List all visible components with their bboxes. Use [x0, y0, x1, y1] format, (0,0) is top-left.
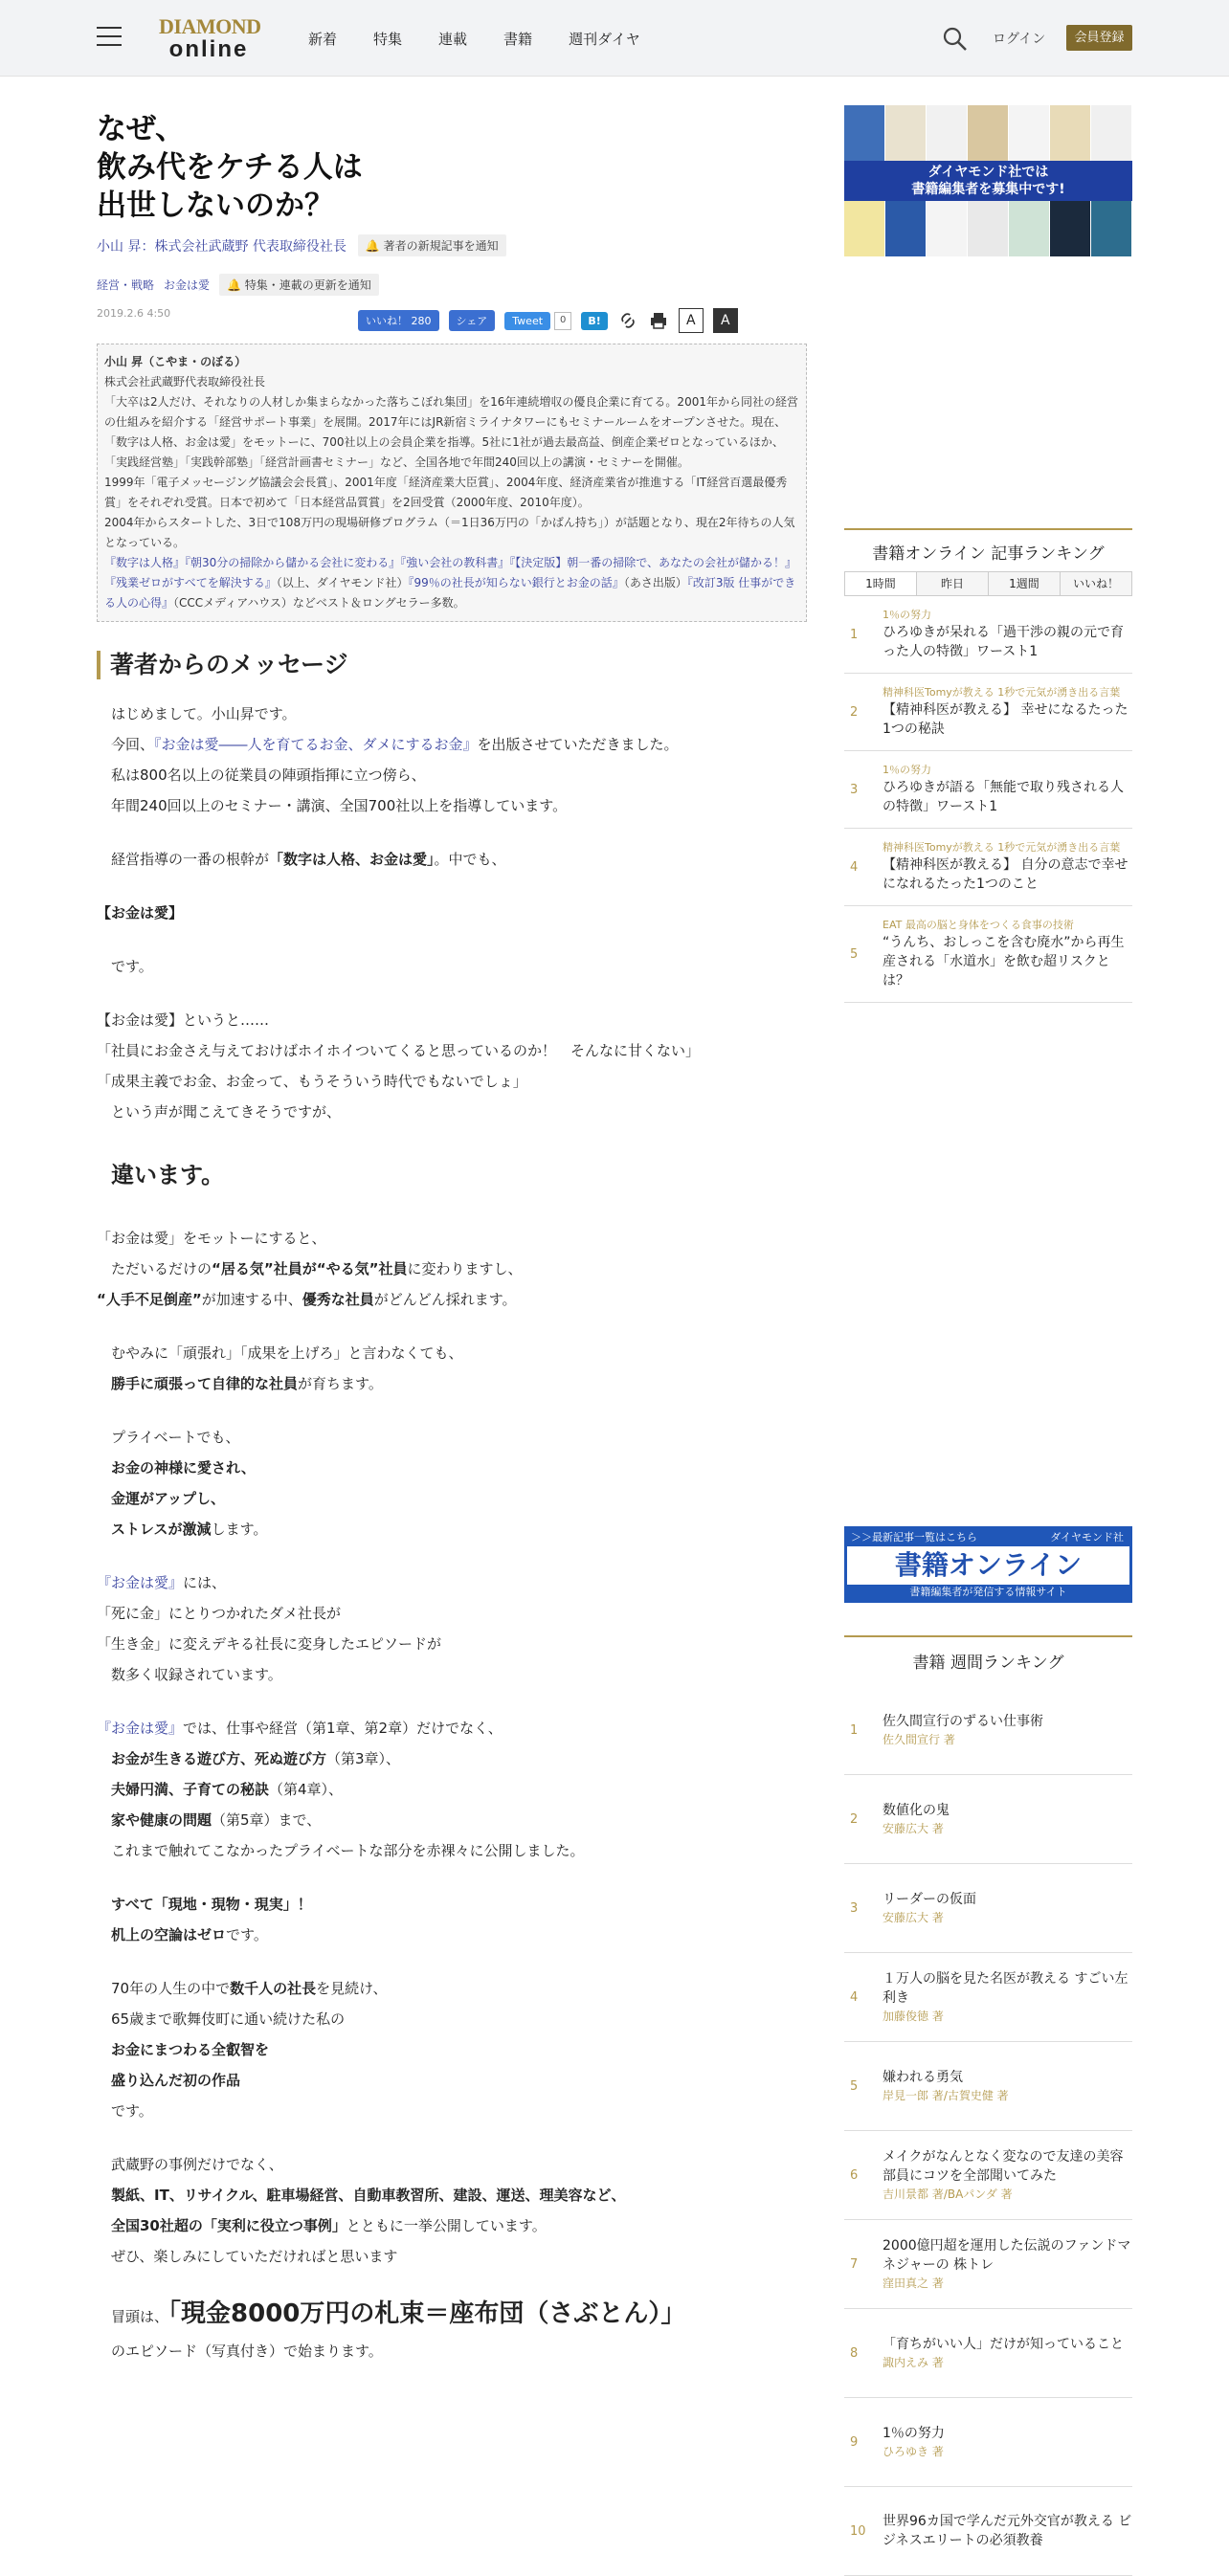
rank-number: 5 — [850, 2078, 859, 2094]
rank-category: EAT 最高の脳と身体をつくる食事の技術 — [883, 919, 1074, 931]
bold-text: 机上の空論はゼロ — [111, 1926, 227, 1943]
recruit-banner-text — [844, 161, 1132, 201]
body-paragraph: 「死に金」にとりつかれたダメ社長が — [97, 1605, 342, 1622]
body-paragraph — [97, 1483, 807, 1514]
tweet-count: 0 — [554, 312, 571, 330]
text: （第5章）まで、 — [212, 1811, 322, 1829]
rank-category: 1％の努力 — [883, 764, 931, 776]
site-header — [0, 0, 1229, 77]
rank-title[interactable]: ひろゆきが呆れる「過干渉の親の元で育った人の特徴」ワースト1 — [883, 625, 1124, 659]
ranking-item[interactable] — [844, 751, 1132, 829]
bold-text: ストレスが激減 — [111, 1521, 212, 1538]
text: します。 — [211, 1521, 268, 1538]
book-author: 窪田真之 著 — [883, 2276, 944, 2290]
book-rank-item[interactable] — [844, 1686, 1132, 1775]
menu-icon[interactable] — [97, 27, 122, 46]
body-paragraph — [97, 2065, 807, 2096]
article-title — [97, 110, 807, 225]
book-link[interactable]: 『お金は愛』 — [97, 1574, 184, 1591]
books-link[interactable]: 『改訂3版 仕事ができる人の心得』 — [104, 576, 796, 610]
book-rank-item[interactable] — [844, 2398, 1132, 2487]
body-paragraph: はじめまして。小山昇です。 — [111, 705, 297, 722]
author-line — [97, 234, 807, 256]
rank-number: 5 — [850, 946, 859, 962]
font-size-small-button[interactable]: A — [679, 308, 704, 333]
rank-category: 精神科医Tomyが教える 1秒で元気が湧き出る言葉 — [883, 686, 1121, 699]
tab-1week[interactable]: 1週間 — [989, 572, 1061, 595]
body-paragraph: ぜひ、楽しみにしていただければと思います — [111, 2248, 398, 2265]
ranking-item[interactable] — [844, 906, 1132, 1003]
sidebar — [844, 105, 1132, 2548]
body-paragraph — [97, 1514, 807, 1544]
global-nav — [308, 29, 677, 49]
bold-text: 数千人の社長 — [230, 1980, 317, 1997]
publisher: （以上、ダイヤモンド社） — [276, 576, 409, 589]
bold-text: 夫婦円満、子育ての秘訣 — [111, 1781, 270, 1798]
bold-text: 製紙、IT、リサイクル、駐車場経営、自動車教習所、建設、運送、理美容など、 — [111, 2187, 626, 2204]
hatena-button[interactable]: B! — [581, 312, 607, 330]
author-notify-button[interactable]: 🔔 著者の新規記事を通知 — [358, 234, 506, 256]
body-paragraph: 「お金は愛」をモットーにすると、 — [97, 1230, 326, 1247]
article-main — [97, 110, 807, 2366]
body-paragraph: 私は800名以上の従業員の陣頭指揮に立つ傍ら、 — [111, 766, 426, 784]
weekly-ranking-title: 書籍 週間ランキング — [912, 1654, 1064, 1673]
article-body — [97, 699, 807, 2366]
logo-text-top: DIAMOND — [159, 14, 261, 38]
body-paragraph — [97, 844, 807, 875]
publisher: （あさ出版） — [623, 576, 687, 589]
title-line: なぜ、 — [97, 112, 186, 146]
book-author: ひろゆき 著 — [883, 2445, 944, 2458]
bold-text: 「数字は人格、お金は愛」 — [269, 851, 435, 868]
body-paragraph — [97, 1284, 807, 1315]
body-paragraph — [97, 1713, 807, 1743]
bold-text: “居る気”社員が“やる気”社員 — [212, 1260, 408, 1277]
body-paragraph — [97, 2295, 807, 2336]
rank-number: 3 — [850, 1900, 859, 1916]
book-title[interactable]: 数値化の鬼 — [883, 1803, 950, 1818]
body-paragraph — [97, 1368, 807, 1399]
body-paragraph: 【お金は愛】というと…… — [97, 1011, 270, 1029]
publish-date: 2019.2.6 4:50 — [97, 307, 171, 320]
ranking-item[interactable] — [844, 674, 1132, 751]
text: 経営指導の一番の根幹が — [111, 851, 270, 868]
book-title[interactable]: 世界96カ国で学んだ元外交官が教える ビジネスエリートの必須教養 — [883, 2514, 1132, 2548]
body-paragraph — [97, 1973, 807, 2004]
rank-number: 6 — [850, 2167, 859, 2183]
author-profile — [97, 344, 807, 622]
text: （第4章）、 — [269, 1781, 344, 1798]
category-link[interactable]: お金は愛 — [164, 278, 211, 292]
book-title[interactable]: 「育ちがいい人」だけが知っていること — [883, 2337, 1124, 2352]
series-notify-label: 特集・連載の更新を通知 — [244, 278, 371, 292]
book-author: 佐久間宣行 著 — [883, 1733, 955, 1746]
emphasis-heading: 違います。 — [111, 1162, 225, 1188]
bold-text: 優秀な社員 — [302, 1291, 374, 1308]
profile-position: 株式会社武蔵野代表取締役社長 — [104, 375, 266, 389]
text: に変わりますし、 — [407, 1260, 523, 1277]
ranking-item[interactable] — [844, 829, 1132, 906]
bold-text: 【お金は愛】 — [97, 904, 184, 922]
text: （第3章）、 — [326, 1750, 401, 1767]
banner-title: 書籍オンライン — [894, 1549, 1083, 1581]
body-paragraph — [97, 1889, 807, 1920]
book-rank-item[interactable] — [844, 2042, 1132, 2131]
text: ただいるだけの — [111, 1260, 212, 1277]
nav-new[interactable]: 新着 — [308, 31, 338, 48]
body-paragraph — [97, 1453, 807, 1483]
book-rank-item[interactable] — [844, 1953, 1132, 2042]
profile-bio: 「大卒は2人だけ、それなりの人材しか集まらなかった落ちこぼれ集団」を16年連続増収の優良企業に育てる。2001年から同社の経営の仕組みを紹介する「経営サポート事業」を展開。2017年にはJR新宿ミライナタワーにもセミナールームをオープンさせた。現在、「数字は人格、お金は愛」をモットーに、700社以上の会員企業を指導。5社に1社が過去最高益、倒産企業ゼロとなっているほか、「実践経営塾」「実践幹部塾」「経営計画書セミナー」など、全国各地で年間240回以上の講演・セミナーを開催。 — [104, 395, 798, 469]
banner-subtitle: 書籍編集者が発信する情報サイト — [847, 1585, 1129, 1600]
banner-brand: ダイヤモンド社 — [1050, 1531, 1124, 1543]
rank-number: 3 — [850, 782, 859, 797]
body-paragraph — [97, 2210, 807, 2241]
print-icon[interactable] — [648, 310, 669, 331]
logo-text-bottom: online — [168, 36, 249, 62]
rank-number: 1 — [850, 1722, 859, 1738]
body-paragraph: という声が聞こえてきそうですが、 — [111, 1103, 342, 1121]
font-size-large-button[interactable]: A — [713, 308, 738, 333]
body-paragraph — [97, 1567, 807, 1598]
body-paragraph: 「社員にお金さえ与えておけばホイホイついてくると思っているのか！ そんなに甘くない」 — [97, 1042, 701, 1059]
text: では、仕事や経営（第1章、第2章）だけでなく、 — [183, 1720, 503, 1737]
tab-likes[interactable]: いいね！ — [1061, 572, 1131, 595]
book-author: 諏内えみ 著 — [883, 2356, 944, 2369]
category-row — [97, 274, 807, 296]
rank-number: 8 — [850, 2345, 859, 2361]
banner-link-text: ＞＞最新記事一覧はこちら — [851, 1531, 977, 1543]
body-paragraph: むやみに「頑張れ」「成果を上げろ」と言わなくても、 — [111, 1344, 463, 1362]
publisher: （CCCメディアハウス）などベスト＆ロングセラー多数。 — [173, 596, 465, 610]
book-title[interactable]: リーダーの仮面 — [883, 1892, 976, 1907]
body-paragraph — [97, 1805, 807, 1835]
ranking-item[interactable] — [844, 596, 1132, 674]
rank-number: 10 — [850, 2523, 866, 2539]
book-rank-item[interactable] — [844, 2487, 1132, 2576]
rank-number: 4 — [850, 1989, 859, 2005]
tab-yesterday[interactable]: 昨日 — [917, 572, 989, 595]
body-paragraph: 武蔵野の事例だけでなく、 — [111, 2156, 283, 2173]
rank-number: 7 — [850, 2256, 859, 2272]
rank-title[interactable]: “うんち、おしっこを含む廃水”から再生産される「水道水」を飲む超リスクとは？ — [883, 935, 1125, 988]
text: とともに一挙公開しています。 — [346, 2217, 547, 2234]
weekly-book-ranking — [844, 1635, 1132, 2576]
body-paragraph: 「生き金」に変えデキる社長に変身したエピソードが — [97, 1635, 442, 1653]
book-title[interactable]: 佐久間宣行のずるい仕事術 — [883, 1714, 1043, 1729]
book-link[interactable]: 『お金は愛――人を育てるお金、ダメにするお金』 — [154, 736, 478, 753]
rank-title[interactable]: ひろゆきが語る「無能で取り残される人の特徴」ワースト1 — [883, 780, 1124, 814]
book-rank-item[interactable] — [844, 2309, 1132, 2398]
tweet-button[interactable]: Tweet — [504, 312, 550, 330]
recruit-ad-banner[interactable] — [844, 105, 1132, 256]
body-paragraph — [97, 1254, 807, 1284]
text: 冒頭は、 — [111, 2308, 169, 2325]
ranking-tabs — [844, 571, 1132, 596]
share-buttons — [358, 308, 738, 333]
link-icon[interactable] — [617, 310, 638, 331]
banner-line: ダイヤモンド社では — [927, 165, 1049, 180]
bold-text: お金の神様に愛され、 — [111, 1459, 256, 1477]
body-paragraph: です。 — [111, 958, 153, 975]
book-rank-item[interactable] — [844, 2131, 1132, 2220]
body-paragraph — [97, 729, 807, 760]
author-link[interactable]: 小山 昇：株式会社武蔵野 代表取締役社長 — [97, 238, 346, 255]
rank-title[interactable]: 【精神科医が教える】 自分の意志で幸せになれるたった1つのこと — [883, 857, 1128, 892]
body-paragraph — [97, 898, 807, 928]
books-link[interactable]: 『数字は人格』『朝30分の掃除から儲かる会社に変わる』『強い会社の教科書』『【決定版】朝一番の掃除で、あなたの会社が儲かる！』『残業ゼロがすべてを解決する』 — [104, 556, 797, 589]
body-paragraph: 年間240回以上のセミナー・講演、全国700社以上を指導しています。 — [111, 797, 568, 814]
book-title[interactable]: １万人の脳を見た名医が教える すごい左利き — [883, 1971, 1128, 2006]
body-paragraph — [97, 1920, 807, 1950]
text: 今回、 — [111, 736, 155, 753]
text: です。 — [226, 1926, 268, 1943]
book-rank-item[interactable] — [844, 1775, 1132, 1864]
book-rank-item[interactable] — [844, 1864, 1132, 1953]
ranking-title: 書籍オンライン 記事ランキング — [872, 544, 1105, 564]
tweet-group — [504, 312, 571, 330]
book-link[interactable]: 『お金は愛』 — [97, 1720, 184, 1737]
text: 70年の人生の中で — [111, 1980, 231, 1997]
bold-text: お金にまつわる全叡智を — [111, 2041, 270, 2058]
body-paragraph: 65歳まで歌舞伎町に通い続けた私の — [111, 2010, 346, 2028]
text: を出版させていただきました。 — [477, 736, 679, 753]
books-online-banner[interactable] — [844, 1526, 1132, 1603]
login-link[interactable]: ログイン — [993, 32, 1046, 47]
body-paragraph: です。 — [111, 2102, 153, 2120]
body-paragraph: 「成果主義でお金、お金って、もうそういう時代でもないでしょ」 — [97, 1073, 527, 1090]
bold-text: 金運がアップし、 — [111, 1490, 225, 1507]
meta-row — [97, 305, 807, 330]
rank-category: 精神科医Tomyが教える 1秒で元気が湧き出る言葉 — [883, 841, 1121, 854]
book-title[interactable]: 2000億円超を運用した伝説のファンドマネジャーの 株トレ — [883, 2238, 1131, 2273]
bold-text: 全国30社超の「実利に役立つ事例」 — [111, 2217, 346, 2234]
tab-1hour[interactable]: 1時間 — [845, 572, 917, 595]
nav-books[interactable]: 書籍 — [503, 31, 533, 48]
rank-category: 1％の努力 — [883, 609, 931, 621]
text: を見続け、 — [316, 1980, 388, 1997]
emphasis-text: 「現金8000万円の札束＝座布団（さぶとん）」 — [168, 2299, 686, 2328]
body-paragraph: のエピソード（写真付き）で始まります。 — [111, 2343, 383, 2360]
text: がどんどん採れます。 — [373, 1291, 517, 1308]
book-title[interactable]: 1％の努力 — [883, 2426, 945, 2441]
rank-number: 2 — [850, 1811, 859, 1827]
book-author: 吉川景都 著/BAパンダ 著 — [883, 2187, 1013, 2201]
category-link[interactable]: 経営・戦略 — [97, 278, 155, 292]
author-notify-label: 著者の新規記事を通知 — [383, 239, 499, 253]
body-paragraph: 数多く収録されています。 — [111, 1666, 282, 1683]
body-paragraph: プライベートでも、 — [111, 1429, 240, 1446]
body-paragraph — [97, 1774, 807, 1805]
book-author: 安藤広大 著 — [883, 1911, 944, 1924]
text: が加速する中、 — [201, 1291, 302, 1308]
body-paragraph — [97, 2180, 807, 2210]
profile-bio: 1999年「電子メッセージング協議会会長賞」、2001年度「経済産業大臣賞」、2004年度、経済産業省が推進する「IT経営百選最優秀賞」をそれぞれ受賞。日本で初めて「日本経営品質賞」を2回受賞（2000年度、2010年度）。 — [104, 476, 788, 509]
site-logo[interactable] — [159, 14, 261, 62]
body-paragraph: これまで触れてこなかったプライベートな部分を赤裸々に公開しました。 — [111, 1842, 585, 1859]
book-author: 加藤俊徳 著 — [883, 2010, 944, 2023]
books-link[interactable]: 『99％の社長が知らない銀行とお金の話』 — [408, 576, 624, 589]
title-line: 出世しないのか？ — [97, 189, 334, 223]
search-icon[interactable] — [942, 26, 969, 53]
profile-name: 小山 昇（こやま・のぼる） — [104, 355, 247, 368]
title-line: 飲み代をケチる人は — [97, 150, 363, 185]
bold-text: 勝手に頑張って自律的な社員 — [111, 1375, 299, 1392]
book-title[interactable]: メイクがなんとなく変なので友達の美容部員にコツを全部聞いてみた — [883, 2149, 1124, 2184]
banner-top — [847, 1529, 1129, 1546]
nav-series[interactable]: 連載 — [438, 31, 468, 48]
facebook-share-button[interactable]: シェア — [449, 310, 496, 331]
book-covers-bottom — [844, 201, 1132, 256]
rank-number: 2 — [850, 704, 859, 720]
nav-feature[interactable]: 特集 — [373, 31, 403, 48]
text: には、 — [183, 1574, 227, 1591]
bold-text: “人手不足倒産” — [97, 1291, 202, 1308]
book-title[interactable]: 嫌われる勇気 — [883, 2070, 963, 2085]
bold-text: 盛り込んだ初の作品 — [111, 2072, 241, 2089]
article-ranking — [844, 528, 1132, 1003]
book-author: 岸見一郎 著/古賀史健 著 — [883, 2089, 1009, 2102]
register-button[interactable]: 会員登録 — [1066, 25, 1132, 51]
rank-number: 1 — [850, 627, 859, 642]
bold-text: 家や健康の問題 — [111, 1811, 212, 1829]
banner-line: 書籍編集者を募集中です! — [911, 182, 1065, 197]
section-heading: 著者からのメッセージ — [97, 651, 807, 679]
text: が育ちます。 — [298, 1375, 383, 1392]
book-covers-top — [844, 105, 1132, 161]
nav-weekly-diamond[interactable]: 週刊ダイヤ — [569, 31, 640, 48]
rank-number: 4 — [850, 859, 859, 875]
bold-text: お金が生きる遊び方、死ぬ遊び方 — [111, 1750, 327, 1767]
facebook-like-button[interactable]: いいね！ 280 — [358, 310, 439, 331]
series-notify-button[interactable]: 🔔 特集・連載の更新を通知 — [219, 274, 379, 296]
text: 。中でも、 — [434, 851, 506, 868]
body-paragraph — [97, 2034, 807, 2065]
rank-title[interactable]: 【精神科医が教える】 幸せになるたった1つの秘訣 — [883, 702, 1128, 737]
rank-number: 9 — [850, 2434, 859, 2450]
body-paragraph — [97, 1743, 807, 1774]
book-rank-item[interactable] — [844, 2220, 1132, 2309]
profile-bio: 2004年からスタートした、3日で108万円の現場研修プログラム（＝1日36万円の「かばん持ち」）が話題となり、現在2年待ちの人気となっている。 — [104, 516, 795, 549]
profile-books — [104, 553, 799, 613]
book-author: 安藤広大 著 — [883, 1822, 944, 1835]
bold-text: すべて「現地・現物・現実」！ — [111, 1896, 312, 1913]
